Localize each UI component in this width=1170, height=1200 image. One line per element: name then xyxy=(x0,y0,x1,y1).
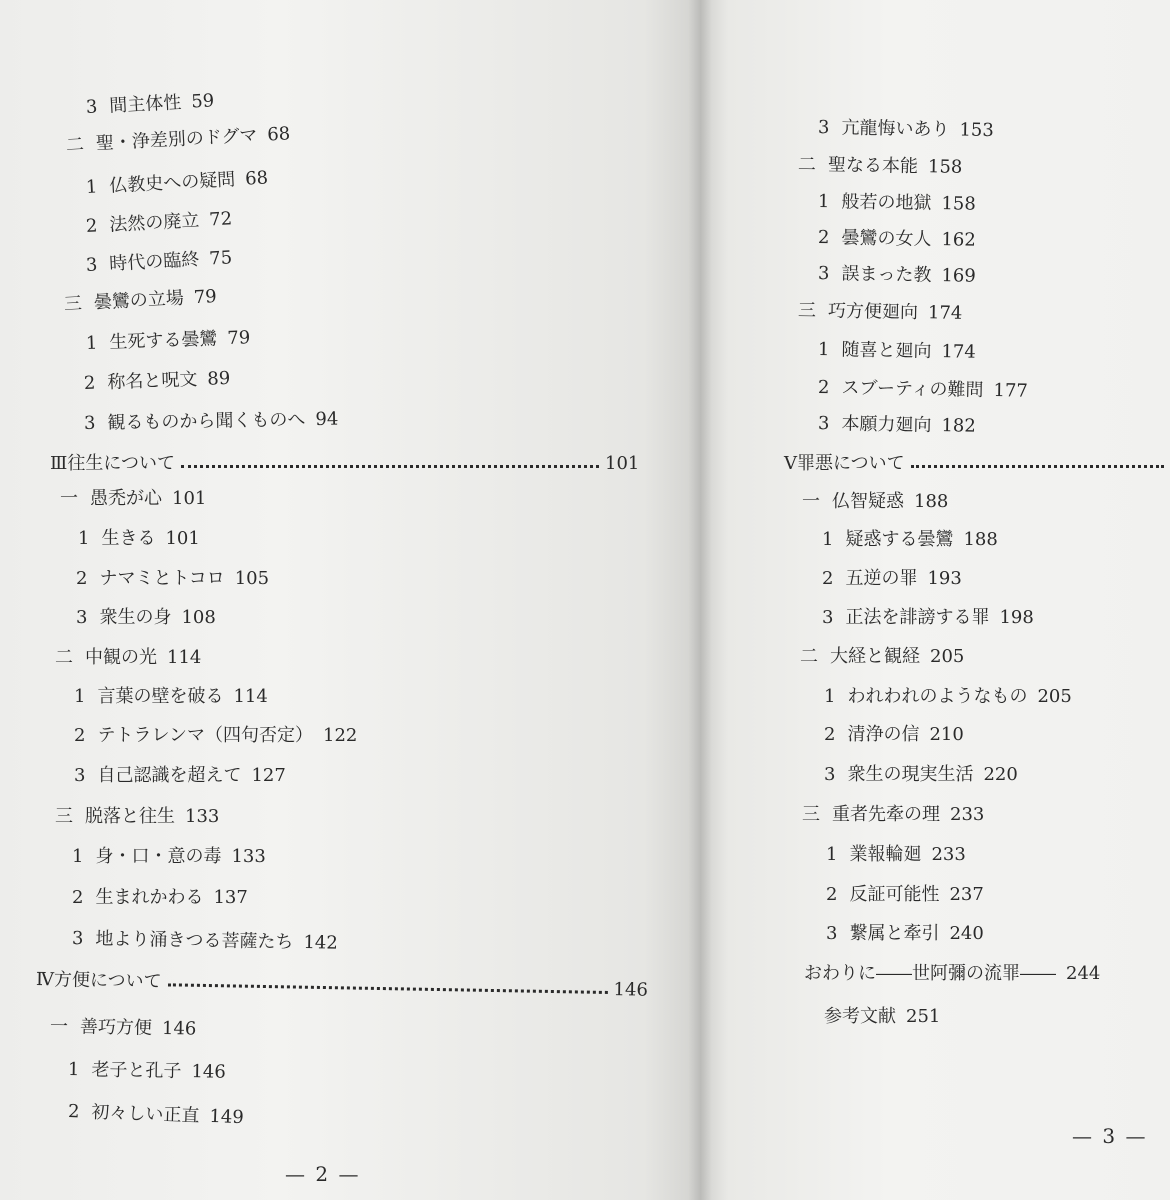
toc-entry-number: 一 xyxy=(60,488,78,509)
toc-entry xyxy=(784,452,1170,476)
toc-entry-page: 133 xyxy=(231,846,266,867)
toc-entry-title: 善巧方便 xyxy=(79,1016,153,1039)
toc-entry-title: おわりに――世阿彌の流罪―― xyxy=(804,963,1056,984)
toc-entry-number: 2 xyxy=(83,372,96,394)
toc-entry xyxy=(74,685,268,709)
toc-entry-page: 169 xyxy=(941,265,976,287)
toc-entry-title: 本願力廻向 xyxy=(841,413,932,436)
toc-entry-title: 時代の臨終 xyxy=(108,249,200,275)
toc-entry-page: 127 xyxy=(251,765,286,786)
toc-entry-title: 衆生の身 xyxy=(99,607,172,628)
toc-entry xyxy=(818,412,976,439)
toc-entry-title: 繋属と牽引 xyxy=(849,923,940,944)
toc-entry-title: われわれのようなもの xyxy=(847,686,1028,707)
toc-entry-page: 149 xyxy=(209,1105,245,1129)
leader-dots xyxy=(168,983,608,994)
toc-entry-title: 反証可能性 xyxy=(849,884,940,905)
toc-entry xyxy=(55,805,219,829)
toc-entry-page: 114 xyxy=(167,647,202,668)
toc-entry-number: 1 xyxy=(74,686,86,707)
toc-entry xyxy=(802,803,984,827)
toc-entry-number: 1 xyxy=(78,528,90,549)
toc-entry-title: 般若の地獄 xyxy=(841,191,932,214)
toc-entry xyxy=(804,962,1100,986)
toc-entry-title: 生きる xyxy=(101,528,156,549)
toc-entry-number: 三 xyxy=(797,300,817,322)
toc-entry-number: 3 xyxy=(822,607,834,628)
toc-entry-page: 205 xyxy=(930,646,965,667)
toc-entry-title: 重者先牽の理 xyxy=(832,804,940,825)
toc-entry xyxy=(826,843,966,867)
toc-entry-page: 205 xyxy=(1037,686,1072,707)
toc-entry-title: 初々しい正直 xyxy=(91,1101,200,1127)
toc-entry-page: 188 xyxy=(914,491,949,512)
toc-entry-page: 233 xyxy=(950,804,985,825)
toc-entry-number: 3 xyxy=(76,607,88,628)
toc-entry-number: 1 xyxy=(67,1059,80,1081)
toc-entry-page: 101 xyxy=(605,453,640,474)
toc-entry xyxy=(85,207,232,239)
toc-entry-page: 79 xyxy=(193,286,218,309)
toc-entry-title: 間主体性 xyxy=(108,92,182,117)
toc-entry-page: 146 xyxy=(191,1061,226,1083)
toc-entry-title: スブーティの難問 xyxy=(841,377,984,401)
toc-entry-page: 142 xyxy=(303,932,338,954)
toc-entry xyxy=(818,262,976,289)
toc-entry-page: 133 xyxy=(185,806,220,827)
toc-entry-number: 二 xyxy=(800,646,818,667)
toc-entry-number: 3 xyxy=(83,412,96,434)
toc-entry-page: 72 xyxy=(208,208,233,231)
toc-entry xyxy=(798,153,963,180)
toc-entry-page: 114 xyxy=(233,686,268,707)
toc-entry-title: 亢龍悔いあり xyxy=(841,117,950,141)
toc-entry-title: 曇鸞の立場 xyxy=(93,287,185,314)
toc-entry-number: 二 xyxy=(797,154,817,176)
toc-entry xyxy=(65,122,290,158)
toc-entry-title: 誤まった教 xyxy=(841,263,932,286)
toc-entry-page: 101 xyxy=(172,488,207,509)
toc-entry xyxy=(72,845,266,869)
toc-entry-title: 老子と孔子 xyxy=(91,1059,182,1082)
toc-entry-page: 153 xyxy=(959,119,994,142)
toc-entry xyxy=(72,927,338,956)
toc-entry xyxy=(84,367,231,396)
toc-entry-number: 2 xyxy=(72,887,84,908)
toc-entry-page: 240 xyxy=(949,923,984,944)
toc-entry-title: 称名と呪文 xyxy=(107,369,198,394)
toc-entry-number: Ⅲ xyxy=(50,453,68,474)
toc-entry-number: 1 xyxy=(822,529,834,550)
right-page xyxy=(700,0,1170,1200)
toc-entry-number: Ⅳ xyxy=(35,969,55,991)
toc-entry xyxy=(60,487,206,511)
toc-entry-title: 巧方便廻向 xyxy=(827,300,919,324)
toc-entry-page: 158 xyxy=(941,193,976,215)
toc-entry-page: 158 xyxy=(927,156,963,178)
toc-entry xyxy=(798,299,963,326)
toc-entry xyxy=(824,1005,940,1029)
toc-entry-title: 愚禿が心 xyxy=(90,488,162,509)
toc-entry-number: 2 xyxy=(817,227,830,249)
toc-entry-title: 脱落と往生 xyxy=(85,806,175,827)
toc-entry-title: 参考文献 xyxy=(824,1006,896,1027)
toc-entry-title: 地より涌きつる菩薩たち xyxy=(95,928,294,953)
toc-entry xyxy=(86,326,251,356)
toc-entry-number: 1 xyxy=(85,176,98,198)
toc-entry-number: 2 xyxy=(74,725,86,746)
toc-entry xyxy=(50,1015,197,1042)
toc-entry-title: 五逆の罪 xyxy=(845,568,918,589)
leader-dots xyxy=(911,465,1164,468)
toc-entry xyxy=(74,764,286,788)
toc-entry-title: 疑惑する曇鸞 xyxy=(845,529,954,550)
toc-entry xyxy=(76,567,269,591)
toc-entry-title: 言葉の壁を破る xyxy=(97,686,224,707)
toc-entry-page: 198 xyxy=(999,607,1034,628)
toc-entry-title: 法然の廃立 xyxy=(108,210,200,236)
toc-entry-number: 3 xyxy=(817,263,830,285)
toc-entry-number: 1 xyxy=(826,844,838,865)
toc-entry-number: 二 xyxy=(55,647,73,668)
toc-entry xyxy=(818,338,976,365)
toc-entry-page: 210 xyxy=(929,724,964,745)
toc-entry-title: 聖・浄差別のドグマ xyxy=(95,124,258,155)
toc-entry xyxy=(78,527,200,551)
toc-entry-page: 108 xyxy=(181,607,216,628)
toc-entry-number: 2 xyxy=(817,377,830,399)
toc-entry-title: 身・口・意の毒 xyxy=(95,846,222,867)
toc-entry xyxy=(85,166,268,200)
toc-entry-number: 3 xyxy=(74,765,86,786)
toc-entry-title: 仏智疑惑 xyxy=(832,491,904,512)
toc-entry-title: 生死する曇鸞 xyxy=(109,328,218,354)
toc-entry xyxy=(824,685,1072,709)
toc-entry xyxy=(822,567,962,591)
toc-entry-page: 237 xyxy=(949,884,984,905)
toc-entry-number: 1 xyxy=(72,846,84,867)
toc-entry-title: テトラレンマ（四句否定） xyxy=(97,725,314,746)
toc-entry-number: 1 xyxy=(824,686,836,707)
page-number-footer: — 2 — xyxy=(285,1162,361,1186)
toc-entry xyxy=(76,606,216,630)
toc-entry-title: 方便について xyxy=(53,969,162,993)
toc-entry-number: 2 xyxy=(826,884,838,905)
toc-entry-title: 随喜と廻向 xyxy=(841,339,932,362)
toc-entry-title: 中観の光 xyxy=(85,647,157,668)
book-gutter xyxy=(688,0,712,1200)
toc-entry xyxy=(824,763,1018,787)
toc-entry-title: 生まれかわる xyxy=(95,887,204,908)
toc-entry xyxy=(802,490,948,514)
toc-entry xyxy=(826,883,984,907)
toc-entry xyxy=(50,452,639,476)
toc-entry-page: 162 xyxy=(941,229,976,251)
toc-entry xyxy=(68,1100,245,1130)
toc-entry xyxy=(85,246,232,278)
toc-entry xyxy=(818,190,976,217)
toc-entry-page: 188 xyxy=(963,529,998,550)
toc-entry-title: 曇鸞の女人 xyxy=(841,227,932,250)
toc-entry xyxy=(818,226,976,253)
toc-entry xyxy=(72,886,248,910)
toc-entry-number: 3 xyxy=(817,413,830,435)
toc-entry-page: 94 xyxy=(315,408,339,430)
toc-entry-number: 一 xyxy=(802,491,820,512)
toc-entry-number: 3 xyxy=(85,254,98,276)
toc-entry xyxy=(800,645,964,669)
toc-entry-number: 2 xyxy=(85,215,98,237)
toc-entry xyxy=(822,606,1034,630)
toc-entry-title: 衆生の現実生活 xyxy=(847,764,974,785)
toc-entry-page: 174 xyxy=(941,341,976,363)
toc-entry xyxy=(818,376,1028,404)
toc-entry xyxy=(63,285,217,317)
toc-entry-title: 正法を誹謗する罪 xyxy=(845,607,990,628)
toc-entry-title: 聖なる本能 xyxy=(827,154,919,178)
toc-entry-page: 182 xyxy=(941,415,976,437)
toc-entry-page: 244 xyxy=(1066,963,1101,984)
toc-entry-title: 自己認識を超えて xyxy=(97,765,242,786)
toc-entry-page: 193 xyxy=(927,568,962,589)
page-number-footer: — 3 — xyxy=(1072,1124,1148,1148)
toc-entry-title: 罪悪について xyxy=(797,453,905,474)
toc-entry xyxy=(824,723,964,747)
toc-entry-number: 1 xyxy=(817,191,830,213)
toc-entry-title: 大経と観経 xyxy=(830,646,920,667)
toc-entry-page: 122 xyxy=(323,725,358,746)
toc-entry xyxy=(84,408,339,436)
toc-entry-page: 174 xyxy=(927,302,963,324)
toc-entry-number: 2 xyxy=(76,568,88,589)
toc-entry-number: 二 xyxy=(65,134,85,156)
toc-entry-page: 68 xyxy=(244,167,269,190)
toc-entry-page: 251 xyxy=(906,1006,941,1027)
toc-entry xyxy=(68,1058,226,1085)
toc-entry xyxy=(85,89,214,120)
toc-entry xyxy=(822,528,998,552)
toc-entry-page: 146 xyxy=(613,979,649,1001)
toc-entry-page: 68 xyxy=(266,123,291,146)
toc-entry-page: 89 xyxy=(206,367,231,390)
toc-entry-number: 3 xyxy=(826,923,838,944)
toc-entry-number: 三 xyxy=(55,806,73,827)
toc-entry-number: 3 xyxy=(824,764,836,785)
leader-dots xyxy=(181,465,599,468)
toc-entry-number: 2 xyxy=(822,568,834,589)
toc-entry-number: 2 xyxy=(67,1101,80,1123)
toc-entry-title: ナマミとトコロ xyxy=(99,568,225,589)
toc-entry xyxy=(74,724,357,748)
toc-entry-page: 101 xyxy=(165,528,200,549)
toc-entry-number: 1 xyxy=(85,332,98,354)
toc-entry-title: 仏教史への疑問 xyxy=(108,169,236,197)
toc-entry xyxy=(826,922,984,946)
toc-entry-number: 一 xyxy=(49,1016,69,1038)
toc-entry-page: 79 xyxy=(226,327,251,350)
toc-entry-page: 75 xyxy=(208,247,233,270)
toc-entry-title: 往生について xyxy=(67,453,175,474)
toc-entry-page: 177 xyxy=(993,380,1029,402)
toc-entry-title: 清浄の信 xyxy=(847,724,920,745)
toc-entry-page: 233 xyxy=(931,844,966,865)
toc-entry-page: 105 xyxy=(234,568,270,589)
toc-entry-number: 3 xyxy=(85,96,98,118)
show-through-text xyxy=(330,60,376,106)
toc-entry xyxy=(36,968,648,1003)
toc-entry-number: Ⅴ xyxy=(784,453,797,474)
toc-entry-number: 三 xyxy=(63,293,83,315)
toc-entry-page: 146 xyxy=(161,1017,197,1040)
toc-entry-number: 1 xyxy=(817,339,830,361)
toc-entry-number: 三 xyxy=(802,804,820,825)
toc-entry-title: 業報輪廻 xyxy=(849,844,922,865)
toc-entry xyxy=(818,116,994,143)
toc-entry-title: 観るものから聞くものへ xyxy=(107,409,306,434)
toc-entry xyxy=(55,646,201,670)
toc-entry-page: 137 xyxy=(213,887,248,908)
toc-entry-page: 220 xyxy=(983,764,1018,785)
toc-entry-number: 3 xyxy=(817,117,830,139)
toc-entry-page: 59 xyxy=(190,90,215,113)
toc-entry-number: 3 xyxy=(71,928,84,950)
toc-entry-number: 2 xyxy=(824,724,836,745)
